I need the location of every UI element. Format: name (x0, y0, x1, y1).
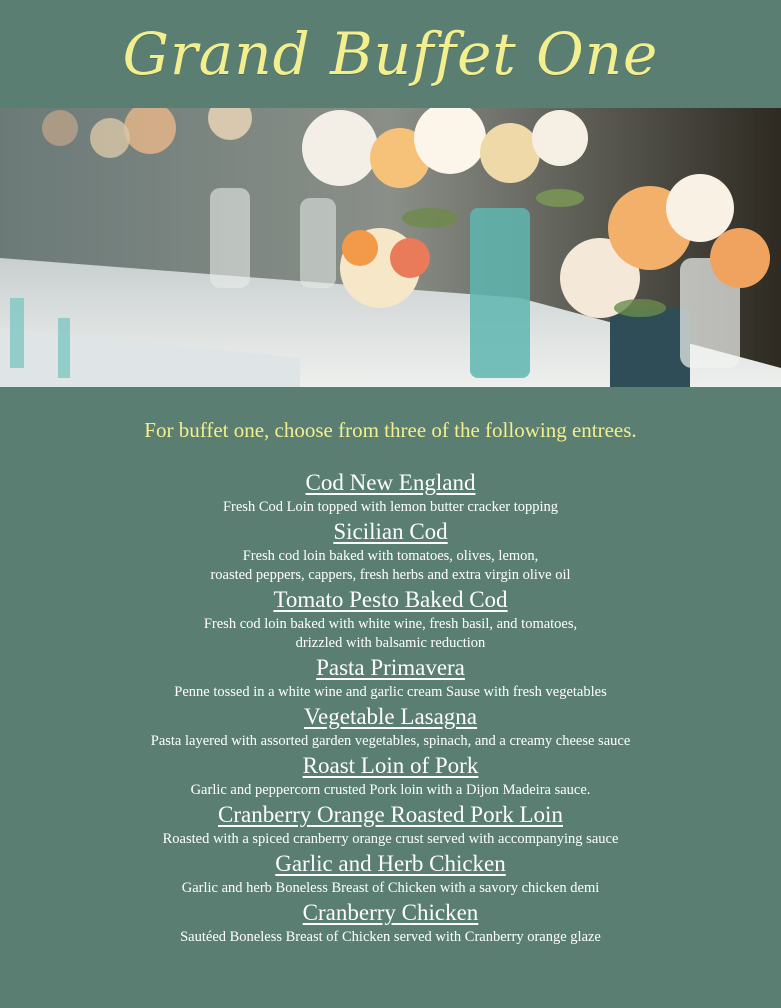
entree-description: Garlic and herb Boneless Breast of Chicken with a savory chicken demi (181, 880, 600, 896)
entree-name: Cranberry Chicken (302, 900, 479, 925)
entree-item (0, 849, 781, 898)
entree-item (0, 751, 781, 800)
entree-name: Garlic and Herb Chicken (275, 851, 506, 876)
table-flowers-photo (0, 108, 781, 387)
entree-description: Roasted with a spiced cranberry orange crust served with accompanying sauce (162, 831, 619, 847)
entree-description: Fresh cod loin baked with white wine, fresh basil, and tomatoes, drizzled with balsamic reduction (203, 616, 578, 651)
entree-name: Pasta Primavera (316, 655, 465, 680)
entree-description: Sautéed Boneless Breast of Chicken served with Cranberry orange glaze (180, 929, 601, 945)
entree-item (0, 898, 781, 947)
entree-list (0, 468, 781, 947)
intro-text: For buffet one, choose from three of the following entrees. (144, 418, 637, 442)
entree-name: Cranberry Orange Roasted Pork Loin (218, 802, 563, 827)
entree-item (0, 585, 781, 653)
entree-name: Cod New England (305, 470, 476, 495)
entree-description: Penne tossed in a white wine and garlic cream Sause with fresh vegetables (174, 684, 607, 700)
photo-illustration (0, 108, 781, 387)
entree-description: Garlic and peppercorn crusted Pork loin with a Dijon Madeira sauce. (190, 782, 591, 798)
entree-item (0, 468, 781, 517)
entree-item (0, 517, 781, 585)
entree-name: Tomato Pesto Baked Cod (273, 587, 508, 612)
entree-description: Fresh cod loin baked with tomatoes, olives, lemon, roasted peppers, cappers, fresh herbs and extra virgin olive oil (210, 548, 571, 583)
entree-description: Pasta layered with assorted garden vegetables, spinach, and a creamy cheese sauce (150, 733, 631, 749)
entree-item (0, 800, 781, 849)
entree-description: Fresh Cod Loin topped with lemon butter cracker topping (222, 499, 559, 515)
entree-name: Roast Loin of Pork (302, 753, 479, 778)
entree-name: Sicilian Cod (333, 519, 448, 544)
entree-name: Vegetable Lasagna (303, 704, 478, 729)
page-title: Grand Buffet One (122, 20, 659, 88)
entree-item (0, 653, 781, 702)
entree-item (0, 702, 781, 751)
